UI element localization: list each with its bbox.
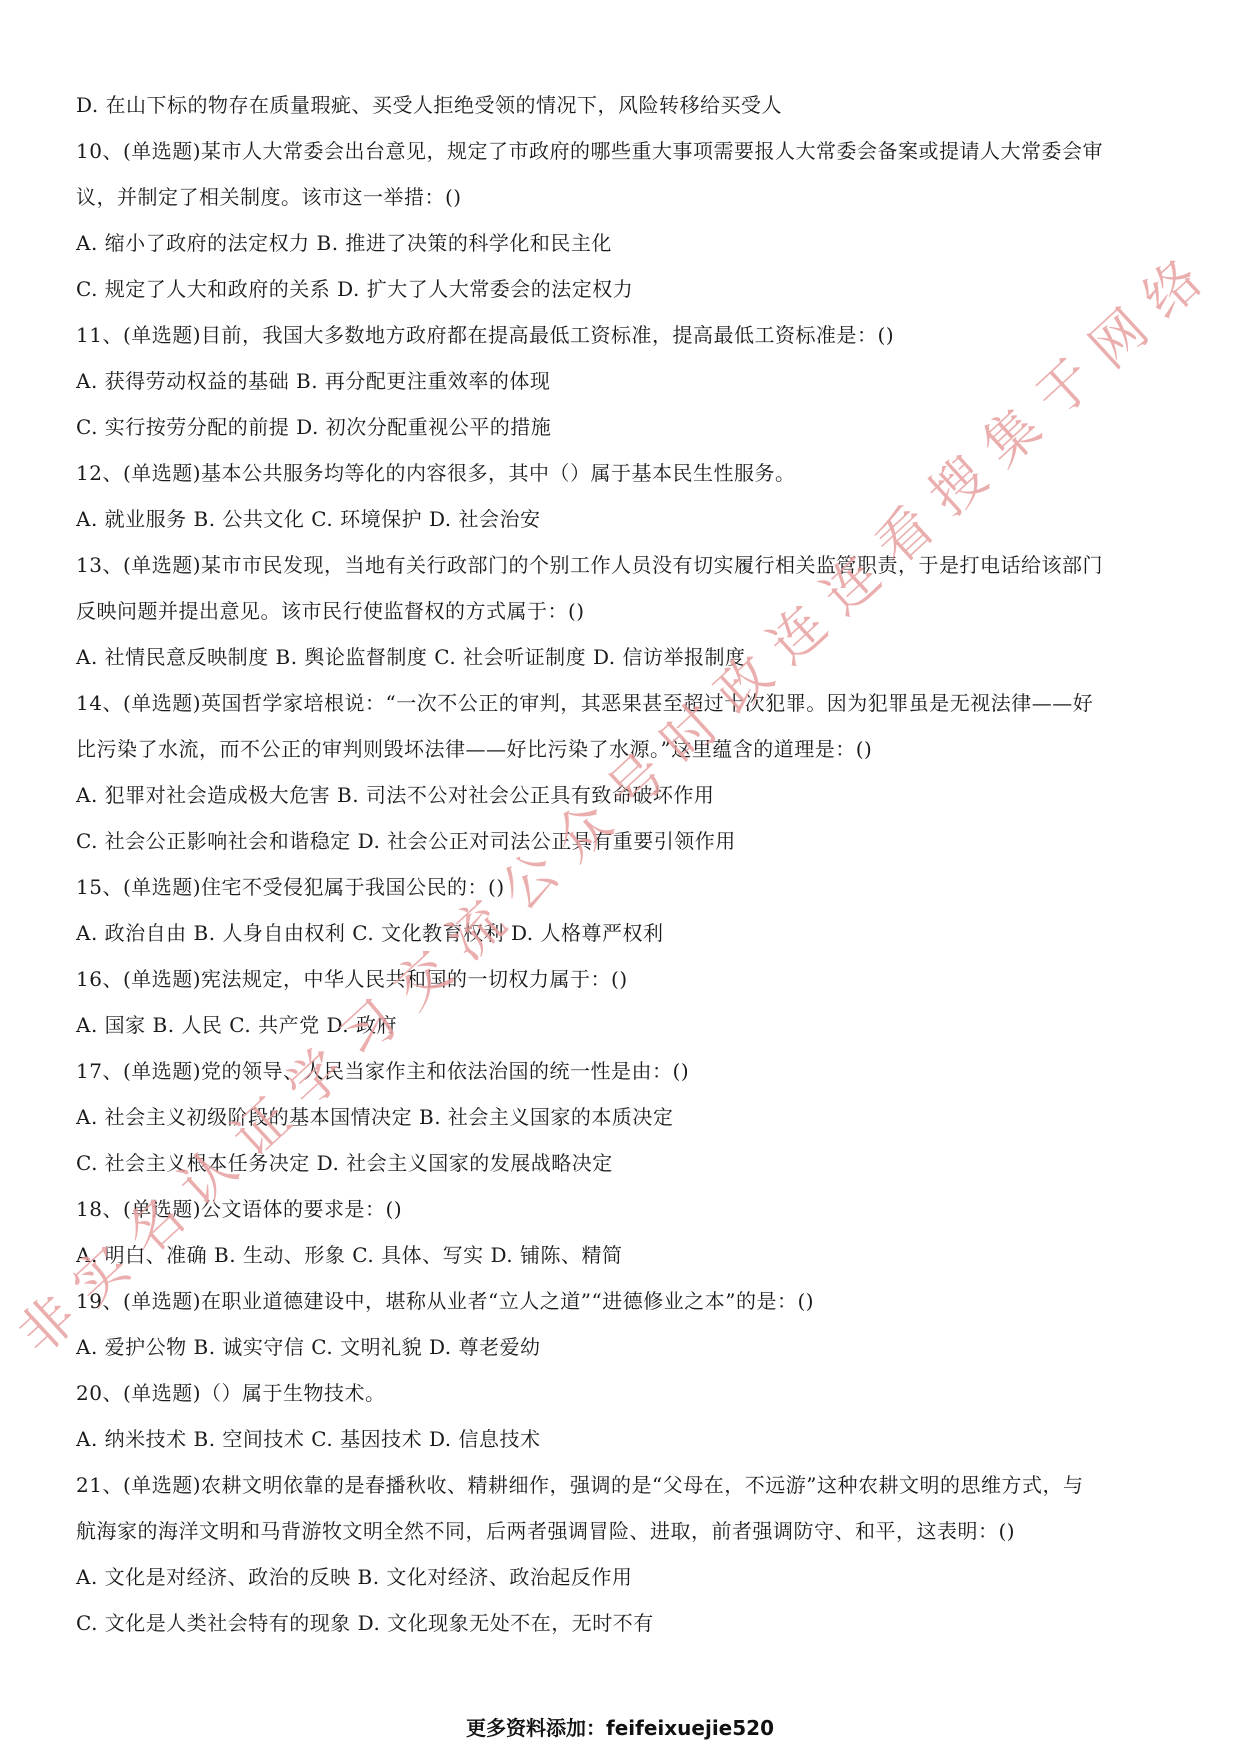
text-line: 12、(单选题)基本公共服务均等化的内容很多，其中（）属于基本民生性服务。 [76,461,796,485]
text-line: 议，并制定了相关制度。该市这一举措：() [76,185,462,209]
text-line: 反映问题并提出意见。该市民行使监督权的方式属于：() [76,599,585,623]
watermark-char: 证 [220,1086,303,1170]
text-line: C. 社会主义根本任务决定 D. 社会主义国家的发展战略决定 [76,1151,613,1175]
watermark-char: 时 [649,691,732,775]
text-line: 18、(单选题)公文语体的要求是：() [76,1197,403,1221]
watermark-char: 实 [59,1234,143,1318]
watermark-char: 政 [702,642,786,726]
text-line: A. 国家 B. 人民 C. 共产党 D. 政府 [76,1013,397,1037]
watermark-char: 众 [541,790,625,874]
watermark-char: 非 [6,1283,89,1367]
watermark-char: 流 [434,889,518,972]
watermark-char: 网 [1077,297,1161,380]
watermark-char: 公 [488,839,571,923]
text-line: C. 实行按劳分配的前提 D. 初次分配重视公平的措施 [76,415,552,439]
text-line: 11、(单选题)目前，我国大多数地方政府都在提高最低工资标准，提高最低工资标准是：() [76,323,895,347]
text-line: 20、(单选题)（）属于生物技术。 [76,1381,386,1405]
watermark-char: 看 [863,494,946,578]
text-line: A. 社会主义初级阶段的基本国情决定 B. 社会主义国家的本质决定 [76,1105,674,1129]
text-line: A. 就业服务 B. 公共文化 C. 环境保护 D. 社会治安 [76,507,541,531]
text-line: 比污染了水流，而不公正的审判则毁坏法律——好比污染了水源。”这里蕴含的道理是：() [76,737,873,761]
watermark-char: 集 [970,395,1053,479]
text-line: A. 政治自由 B. 人身自由权利 C. 文化教育权利 D. 人格尊严权利 [76,921,664,945]
text-line: 15、(单选题)住宅不受侵犯属于我国公民的：() [76,875,505,899]
text-line: A. 纳米技术 B. 空间技术 C. 基因技术 D. 信息技术 [76,1427,541,1451]
text-line: C. 社会公正影响社会和谐稳定 D. 社会公正对司法公正具有重要引领作用 [76,829,736,853]
question-list [76,82,1176,1646]
text-line: A. 缩小了政府的法定权力 B. 推进了决策的科学化和民主化 [76,231,612,255]
watermark-char: 连 [756,593,839,676]
text-line: A. 犯罪对社会造成极大危害 B. 司法不公对社会公正具有致命破坏作用 [76,783,715,807]
watermark-char: 名 [113,1185,196,1268]
watermark-char: 学 [274,1037,357,1120]
watermark-char: 搜 [916,445,1000,528]
watermark-char: 于 [1024,346,1107,430]
watermark-char: 认 [166,1135,250,1219]
watermark-char: 交 [381,938,464,1022]
text-line: C. 规定了人大和政府的关系 D. 扩大了人大常委会的法定权力 [76,277,634,301]
text-line: A. 社情民意反映制度 B. 舆论监督制度 C. 社会听证制度 D. 信访举报制度 [76,645,746,669]
watermark-char: 号 [595,741,678,824]
watermark-char: 连 [809,543,893,627]
text-line: 14、(单选题)英国哲学家培根说：“一次不公正的审判，其恶果甚至超过十次犯罪。因为犯罪虽是无视法律——好 [76,691,1094,715]
text-line: 13、(单选题)某市市民发现，当地有关行政部门的个别工作人员没有切实履行相关监管职责，于是打电话给该部门 [76,553,1104,577]
text-line: A. 文化是对经济、政治的反映 B. 文化对经济、政治起反作用 [76,1565,633,1589]
text-line: 17、(单选题)党的领导、人民当家作主和依法治国的统一性是由：() [76,1059,690,1083]
text-line: C. 文化是人类社会特有的现象 D. 文化现象无处不在，无时不有 [76,1611,654,1635]
text-line: A. 爱护公物 B. 诚实守信 C. 文明礼貌 D. 尊老爱幼 [76,1335,541,1359]
watermark-char: 习 [327,987,411,1071]
text-line: A. 获得劳动权益的基础 B. 再分配更注重效率的体现 [76,369,551,393]
text-line: 21、(单选题)农耕文明依靠的是春播秋收、精耕细作，强调的是“父母在，不远游”这种农耕文明的思维方式，与 [76,1473,1084,1497]
footer-note: 更多资料添加：feifeixuejie520 [466,1716,774,1740]
watermark-char: 络 [1131,247,1214,331]
text-line: 航海家的海洋文明和马背游牧文明全然不同，后两者强调冒险、进取，前者强调防守、和平，这表明：() [76,1519,1016,1543]
text-line: 16、(单选题)宪法规定，中华人民共和国的一切权力属于：() [76,967,628,991]
text-line: A. 明白、准确 B. 生动、形象 C. 具体、写实 D. 铺陈、精简 [76,1243,623,1267]
text-line: 19、(单选题)在职业道德建设中，堪称从业者“立人之道”“进德修业之本”的是：() [76,1289,815,1313]
text-line: D. 在山下标的物存在质量瑕疵、买受人拒绝受领的情况下，风险转移给买受人 [76,93,783,117]
text-line: 10、(单选题)某市人大常委会出台意见，规定了市政府的哪些重大事项需要报人大常委会备案或提请人大常委会审 [76,139,1104,163]
